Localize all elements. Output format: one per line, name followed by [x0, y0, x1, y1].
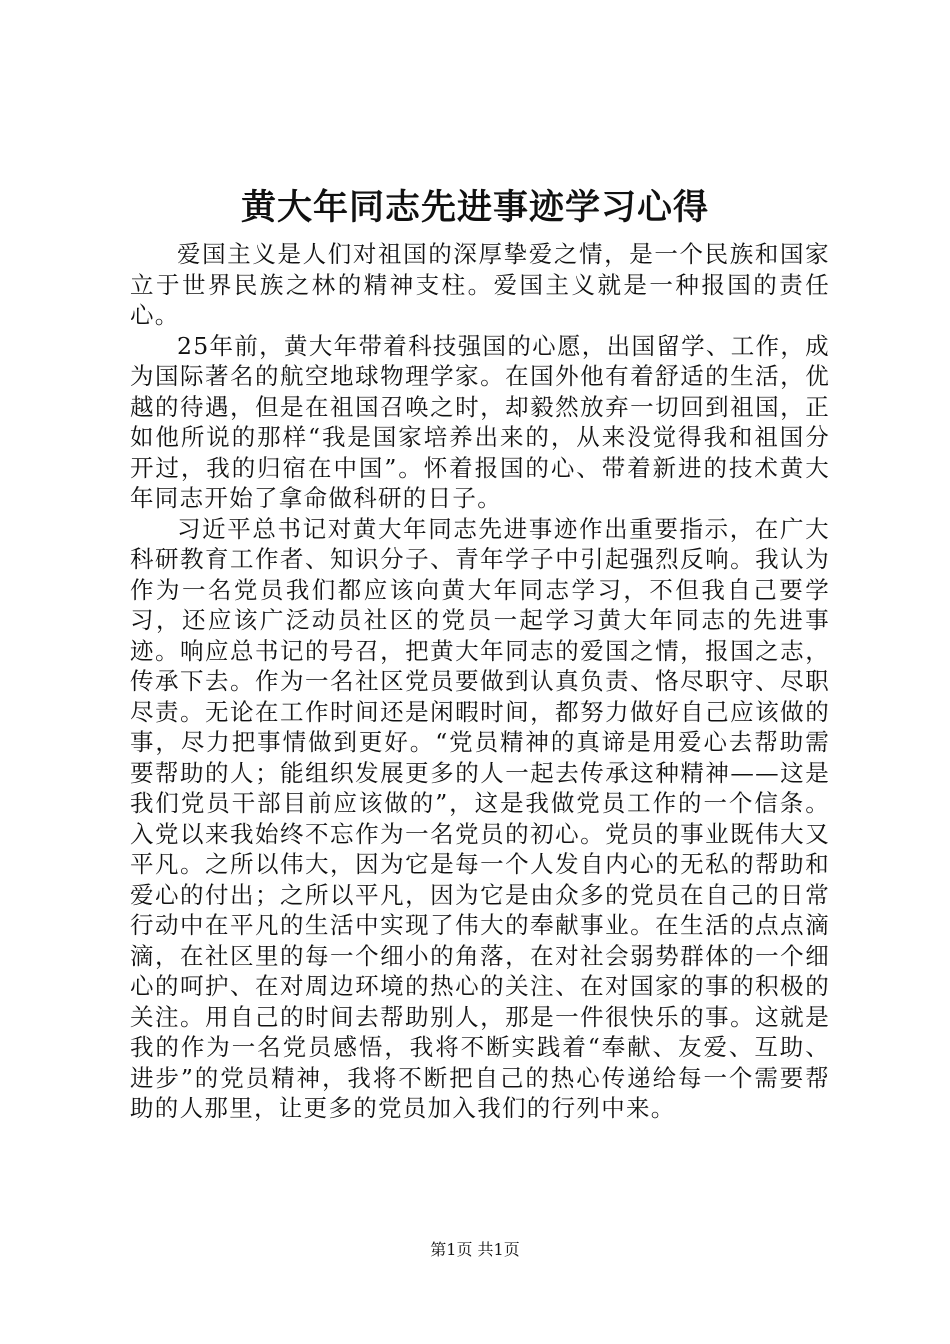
paragraph-1: 爱国主义是人们对祖国的深厚挚爱之情，是一个民族和国家立于世界民族之林的精神支柱。爱国主义就是一种报国的责任心。 — [130, 240, 830, 329]
page-footer: 第1页 共1页 — [430, 1240, 520, 1259]
paragraph-3: 习近平总书记对黄大年同志先进事迹作出重要指示，在广大科研教育工作者、知识分子、青年学子中引起强烈反响。我认为作为一名党员我们都应该向黄大年同志学习，不但我自己要学习，还应该广泛动员社区的党员一起学习黄大年同志的先进事迹。响应总书记的号召，把黄大年同志的爱国之情，报国之志，传承下去。作为一名社区党员要做到认真负责、恪尽职守、尽职尽责。无论在工作时间还是闲暇时间，都努力做好自己应该做的事，尽力把事情做到更好。“党员精神的真谛是用爱心去帮助需要帮助的人；能组织发展更多的人一起去传承这种精神——这是我们党员干部目前应该做的”，这是我做党员工作的一个信条。入党以来我始终不忘作为一名党员的初心。党员的事业既伟大又平凡。之所以伟大，因为它是每一个人发自内心的无私的帮助和爱心的付出；之所以平凡，因为它是由众多的党员在自己的日常行动中在平凡的生活中实现了伟大的奉献事业。在生活的点点滴滴，在社区里的每一个细小的角落，在对社会弱势群体的一个细心的呵护、在对周边环境的热心的关注、在对国家的事的积极的关注。用自己的时间去帮助别人，那是一件很快乐的事。这就是我的作为一名党员感悟，我将不断实践着“奉献、友爱、互助、进步”的党员精神，我将不断把自己的热心传递给每一个需要帮助的人那里，让更多的党员加入我们的行列中来。 — [130, 514, 830, 1122]
document-body — [130, 239, 830, 1124]
document-title: 黄大年同志先进事迹学习心得 — [240, 187, 709, 228]
paragraph-2: 25年前，黄大年带着科技强国的心愿，出国留学、工作，成为国际著名的航空地球物理学家。在国外他有着舒适的生活，优越的待遇，但是在祖国召唤之时，却毅然放弃一切回到祖国，正如他所说的那样“我是国家培养出来的，从来没觉得我和祖国分开过，我的归宿在中国”。怀着报国的心、带着新进的技术黄大年同志开始了拿命做科研的日子。 — [130, 331, 830, 512]
